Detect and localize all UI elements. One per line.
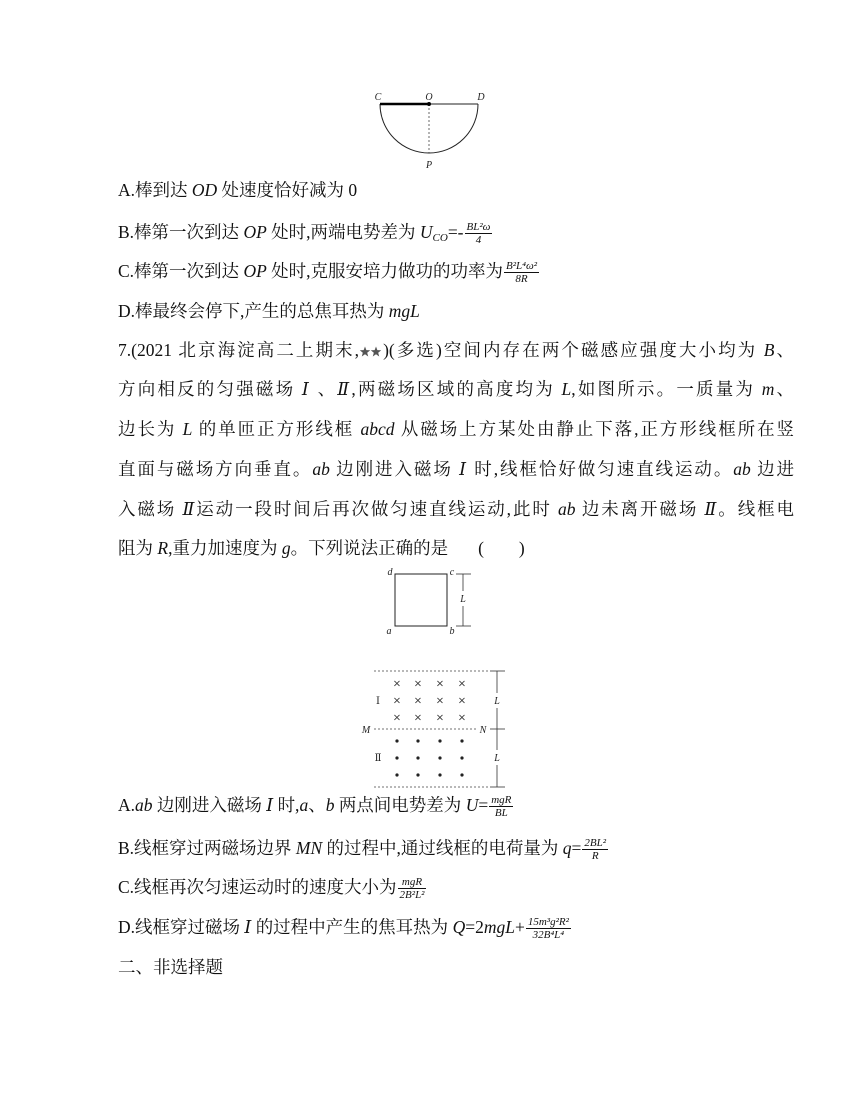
stem-text: 、 xyxy=(774,379,795,399)
label-c: c xyxy=(449,567,455,578)
fraction-denominator: 4 xyxy=(475,234,482,247)
math-variable: q xyxy=(562,838,572,858)
fraction-numerator: 2BL² xyxy=(584,837,607,850)
option-text: 处时,两端电势差为 xyxy=(266,222,420,242)
math-subscript: CO xyxy=(432,232,448,244)
label-d: d xyxy=(387,567,393,578)
fraction-denominator: R xyxy=(591,850,599,863)
field-into-page-mark: × xyxy=(413,678,423,690)
region-numeral: Ⅰ xyxy=(266,795,274,815)
field-out-of-page-mark xyxy=(416,756,419,759)
q7-stem-line-2 xyxy=(118,378,794,400)
stem-text: 边进 xyxy=(750,459,795,479)
math-operator: = xyxy=(571,838,582,858)
q6-option-b xyxy=(118,221,493,247)
field-into-page-mark: × xyxy=(413,712,423,724)
field-into-page-mark: × xyxy=(457,695,467,707)
difficulty-two-stars-icon xyxy=(359,346,383,358)
field-out-of-page-mark xyxy=(395,756,398,759)
field-out-of-page-mark xyxy=(395,773,398,776)
q7-stem-line-4 xyxy=(118,458,794,480)
field-out-of-page-mark xyxy=(460,773,463,776)
math-variable: ab xyxy=(733,459,751,479)
fraction-denominator: 2B²L² xyxy=(399,889,425,902)
option-text: B.棒第一次到达 xyxy=(118,222,244,242)
math-variable: b xyxy=(325,795,335,815)
fraction xyxy=(489,794,513,819)
answer-blank: ( ) xyxy=(478,538,525,558)
math-operator: = xyxy=(478,795,489,815)
option-text: D.棒最终会停下,产生的总焦耳热为 xyxy=(118,301,389,321)
math-operator: =- xyxy=(447,222,464,242)
math-operator: + xyxy=(514,917,525,937)
math-variable: ab xyxy=(312,459,330,479)
label-side-length: L xyxy=(460,594,466,605)
stem-text: ,两磁场区域的高度均为 xyxy=(351,379,562,399)
stem-text: 。下列说法正确的是 xyxy=(290,538,449,558)
magnetic-fields-figure xyxy=(361,671,505,787)
square-loop xyxy=(395,574,447,626)
field-into-page-mark: × xyxy=(435,712,445,724)
option-text: A. xyxy=(118,795,136,815)
semicircle-figure xyxy=(375,92,486,171)
stem-text: 7.(2021 北京海淀高二上期末, xyxy=(118,340,360,360)
fraction-numerator: BL²ω xyxy=(466,221,491,234)
fraction-denominator: 8R xyxy=(515,273,528,286)
math-variable: OD xyxy=(191,180,218,200)
field-out-of-page-mark xyxy=(438,756,441,759)
option-text: 边刚进入磁场 xyxy=(152,795,267,815)
option-text: D.线框穿过磁场 xyxy=(118,917,245,937)
section-heading: 二、非选择题 xyxy=(118,957,223,977)
fraction-numerator: mgR xyxy=(398,876,427,889)
option-text: C.棒第一次到达 xyxy=(118,261,244,281)
field-into-page-mark: × xyxy=(457,678,467,690)
square-loop-figure xyxy=(387,567,472,637)
stem-text: )(多选)空间内存在两个磁感应强度大小均为 xyxy=(383,340,764,360)
q6-option-c xyxy=(118,260,540,286)
stem-text: 从磁场上方某处由静止下落,正方形线框所在竖 xyxy=(394,419,795,439)
stem-text: 直面与磁场方向垂直。 xyxy=(118,459,313,479)
label-p: P xyxy=(425,160,433,171)
field-into-page-mark: × xyxy=(392,695,402,707)
stem-text: 、 xyxy=(311,379,338,399)
q6-option-a xyxy=(118,179,357,201)
field-out-of-page-mark xyxy=(438,739,441,742)
option-text: 处速度恰好减为 0 xyxy=(217,180,358,200)
fraction-denominator: BL xyxy=(494,807,508,820)
q7-option-c xyxy=(118,876,427,902)
region-numeral: Ⅰ xyxy=(244,917,252,937)
label-d: D xyxy=(477,92,485,103)
label-o: O xyxy=(425,92,433,103)
math-variable: U xyxy=(465,795,479,815)
option-text: 时, xyxy=(273,795,300,815)
label-m: M xyxy=(361,725,371,736)
math-variable: B xyxy=(763,340,775,360)
fraction xyxy=(526,916,571,941)
label-region-1: Ⅰ xyxy=(376,696,380,707)
fraction-numerator: mgR xyxy=(491,794,512,807)
q7-stem-line-1 xyxy=(118,339,794,361)
q7-stem-line-3 xyxy=(118,418,794,440)
math-variable: R xyxy=(157,538,169,558)
field-out-of-page-mark xyxy=(438,773,441,776)
stem-text: 运动一段时间后再次做匀速直线运动,此时 xyxy=(196,499,559,519)
math-variable: OP xyxy=(243,222,267,242)
label-n: N xyxy=(479,725,487,736)
field-out-of-page-mark xyxy=(395,739,398,742)
field-into-page-mark: × xyxy=(435,695,445,707)
stem-text: ,如图所示。一质量为 xyxy=(571,379,762,399)
option-text: C.线框再次匀速运动时的速度大小为 xyxy=(118,877,397,897)
stem-text: 边未离开磁场 xyxy=(575,499,705,519)
field-into-page-mark: × xyxy=(392,678,402,690)
field-into-page-mark: × xyxy=(392,712,402,724)
field-into-page-mark: × xyxy=(457,712,467,724)
option-text: 的过程中产生的焦耳热为 xyxy=(251,917,453,937)
region-numeral: Ⅱ xyxy=(704,499,719,519)
math-variable: Q xyxy=(452,917,466,937)
field-into-page-mark: × xyxy=(413,695,423,707)
label-a: a xyxy=(386,626,392,637)
q7-option-b xyxy=(118,837,609,863)
math-variable: m xyxy=(761,379,775,399)
q7-stem-line-6 xyxy=(118,537,525,559)
math-variable: L xyxy=(182,419,193,439)
math-variable: U xyxy=(419,222,433,242)
stem-text: 的单匝正方形线框 xyxy=(192,419,361,439)
option-text: 、 xyxy=(308,795,326,815)
fraction xyxy=(504,260,539,285)
label-b: b xyxy=(449,626,455,637)
field-out-of-page-mark xyxy=(460,756,463,759)
fraction xyxy=(398,876,427,901)
math-variable: mgL xyxy=(483,917,515,937)
option-text: 两点间电势差为 xyxy=(334,795,466,815)
fraction-denominator: 32B⁴L⁴ xyxy=(532,929,565,942)
fraction xyxy=(582,837,608,862)
math-variable: OP xyxy=(243,261,267,281)
stem-text: 入磁场 xyxy=(118,499,183,519)
stem-text: 时,线框恰好做匀速直线运动。 xyxy=(467,459,734,479)
q7-option-d xyxy=(118,916,572,942)
stem-text: 边刚进入磁场 xyxy=(329,459,460,479)
math-variable: ab xyxy=(135,795,153,815)
option-text: 处时,克服安培力做功的功率为 xyxy=(266,261,504,281)
fraction-numerator: B²L⁴ω² xyxy=(506,260,538,273)
label-c: C xyxy=(374,92,382,103)
region-numeral: Ⅰ xyxy=(301,379,311,399)
q6-option-d xyxy=(118,300,420,322)
math-variable: ab xyxy=(558,499,576,519)
fraction xyxy=(465,221,493,246)
option-text: A.棒到达 xyxy=(118,180,192,200)
option-text: 的过程中,通过线框的电荷量为 xyxy=(322,838,563,858)
region-numeral: Ⅱ xyxy=(182,499,197,519)
math-variable: mgL xyxy=(388,301,420,321)
stem-text: ,重力加速度为 xyxy=(168,538,282,558)
math-variable: a xyxy=(299,795,309,815)
q7-stem-line-5 xyxy=(118,498,794,520)
math-variable: g xyxy=(281,538,291,558)
field-marks xyxy=(393,679,466,777)
region-numeral: Ⅰ xyxy=(459,459,468,479)
math-variable: L xyxy=(561,379,572,399)
option-text: B.线框穿过两磁场边界 xyxy=(118,838,296,858)
field-into-page-mark: × xyxy=(435,678,445,690)
region-numeral: Ⅱ xyxy=(337,379,352,399)
field-out-of-page-mark xyxy=(416,739,419,742)
label-region-2: Ⅱ xyxy=(374,753,382,764)
field-out-of-page-mark xyxy=(416,773,419,776)
q7-option-a xyxy=(118,794,514,820)
label-height-region-2: L xyxy=(494,753,500,764)
math-variable: MN xyxy=(295,838,323,858)
stem-text: 。线框电 xyxy=(718,499,794,519)
field-out-of-page-mark xyxy=(460,739,463,742)
stem-text: 、 xyxy=(774,340,795,360)
fraction-numerator: 15m³g²R² xyxy=(527,916,569,929)
label-height-region-1: L xyxy=(494,696,500,707)
math-variable: abcd xyxy=(360,419,395,439)
math-operator: =2 xyxy=(465,917,484,937)
stem-text: 方向相反的匀强磁场 xyxy=(118,379,302,399)
stem-text: 阻为 xyxy=(118,538,158,558)
stem-text: 边长为 xyxy=(118,419,183,439)
